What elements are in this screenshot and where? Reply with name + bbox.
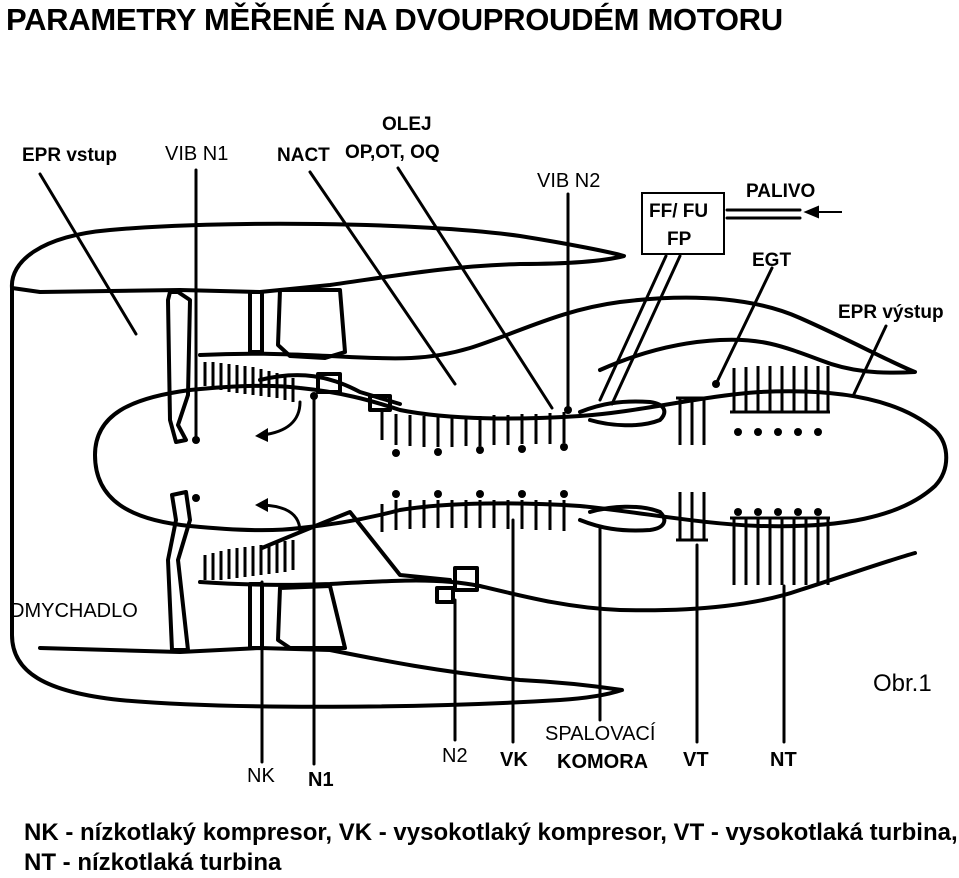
leader-egt bbox=[716, 268, 772, 384]
label-epr-vstup: EPR vstup bbox=[22, 145, 118, 166]
label-nact: NACT bbox=[277, 145, 330, 166]
leader-nact bbox=[310, 172, 455, 384]
caption-line-1: NK - nízkotlaký kompresor, VK - vysokotlaký kompresor, VT - vysokotlaká turbina, bbox=[24, 819, 958, 846]
splitter-lower bbox=[262, 512, 450, 580]
label-op-ot-oq: OP,OT, OQ bbox=[345, 142, 440, 163]
leader-olej bbox=[398, 168, 552, 408]
label-komora: KOMORA bbox=[557, 751, 649, 773]
label-olej: OLEJ bbox=[382, 114, 432, 135]
outlet-guide-lower bbox=[278, 586, 345, 648]
leader-epr-vystup bbox=[854, 326, 886, 394]
diagram-title: PARAMETRY MĚŘENÉ NA DVOUPROUDÉM MOTORU bbox=[6, 2, 783, 37]
label-vk: VK bbox=[500, 749, 528, 771]
nacelle-bottom bbox=[12, 288, 622, 707]
label-nk: NK bbox=[247, 765, 275, 787]
fan-blade-bottom bbox=[168, 492, 190, 650]
label-n1: N1 bbox=[308, 769, 334, 791]
label-vib-n2: VIB N2 bbox=[537, 170, 601, 192]
label-spalovaci: SPALOVACÍ bbox=[545, 723, 656, 745]
splitter-upper bbox=[260, 375, 400, 404]
strut-upper bbox=[250, 292, 262, 352]
outlet-guide-upper bbox=[278, 290, 345, 358]
label-palivo: PALIVO bbox=[746, 181, 816, 202]
fan-blade-top bbox=[168, 292, 190, 442]
label-vt: VT bbox=[683, 749, 709, 771]
label-dmychadlo: DMYCHADLO bbox=[10, 600, 138, 622]
label-epr-vystup: EPR výstup bbox=[838, 302, 944, 323]
strut-lower bbox=[250, 584, 262, 648]
label-n2: N2 bbox=[442, 745, 468, 767]
core-cowl-upper bbox=[200, 298, 915, 373]
leader-epr-vstup bbox=[40, 174, 136, 334]
label-egt: EGT bbox=[752, 250, 792, 271]
label-nt: NT bbox=[770, 749, 797, 771]
label-fp: FP bbox=[667, 229, 692, 250]
caption bbox=[24, 818, 959, 878]
label-obr: Obr.1 bbox=[873, 670, 932, 697]
label-ff-fu: FF/ FU bbox=[649, 201, 709, 222]
core-cowl-lower bbox=[200, 553, 915, 610]
fuel-flow-box bbox=[641, 192, 725, 255]
gearbox-box-small bbox=[437, 588, 453, 602]
caption-line-2: NT - nízkotlaká turbina bbox=[24, 849, 282, 876]
label-vib-n1: VIB N1 bbox=[165, 143, 229, 165]
leader-ff-a bbox=[600, 256, 666, 400]
leader-ff-b bbox=[612, 256, 680, 404]
